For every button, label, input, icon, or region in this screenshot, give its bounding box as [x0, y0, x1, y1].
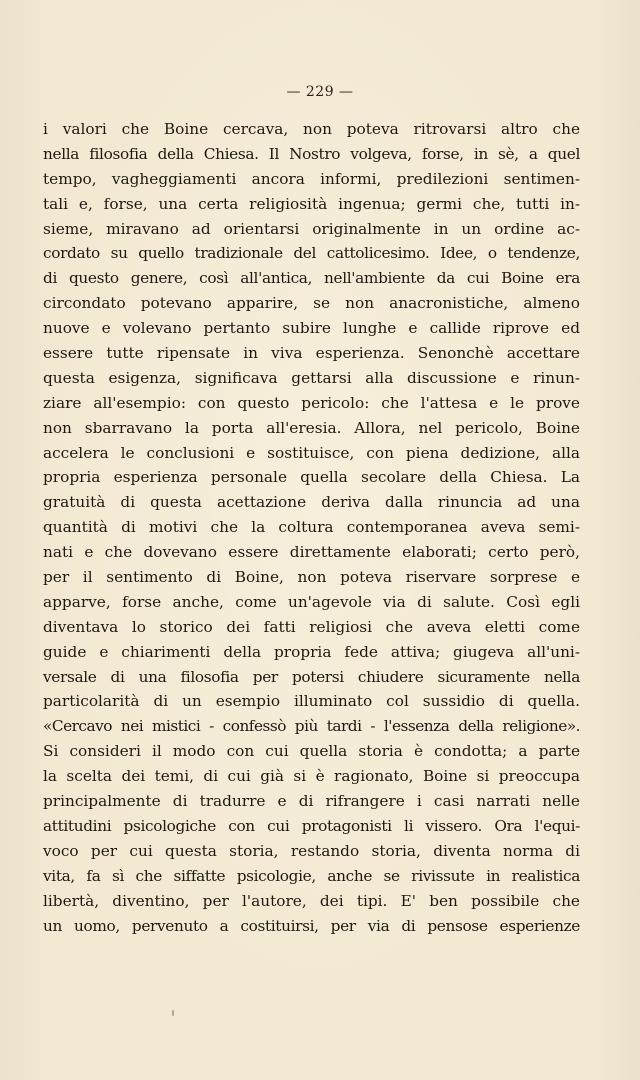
text-line: voco per cui questa storia, restando storia, diventa norma di [43, 841, 580, 860]
text-line: nuove e volevano pertanto subire lunghe e callide riprove ed [43, 319, 580, 338]
text-line: circondato potevano apparire, se non anacronistiche, almeno [43, 294, 580, 313]
text-line: quantità di motivi che la coltura contemporanea aveva semi- [43, 518, 580, 537]
text-line: propria esperienza personale quella secolare della Chiesa. La [43, 468, 580, 487]
text-line: tempo, vagheggiamenti ancora informi, predilezioni sentimen- [43, 169, 580, 188]
text-line: vita, fa sì che siffatte psicologie, anche se rivissute in realistica [43, 866, 580, 885]
text-line: sieme, miravano ad orientarsi originalmente in un ordine ac- [43, 219, 580, 238]
ink-speck [172, 1010, 174, 1016]
page-number: — 229 — [286, 84, 354, 100]
text-line: particolarità di un esempio illuminato col sussidio di quella. [43, 692, 580, 711]
text-line: non sbarravano la porta all'eresia. Allora, nel pericolo, Boine [43, 418, 580, 437]
text-line: guide e chiarimenti della propria fede attiva; giugeva all'uni- [43, 642, 580, 661]
text-line: versale di una filosofia per potersi chiudere sicuramente nella [43, 667, 580, 686]
text-line: ziare all'esempio: con questo pericolo: che l'attesa e le prove [43, 393, 580, 412]
text-line: di questo genere, così all'antica, nell'ambiente da cui Boine era [43, 269, 580, 288]
text-line: attitudini psicologiche con cui protagonisti li vissero. Ora l'equi- [43, 816, 580, 835]
text-line: tali e, forse, una certa religiosità ingenua; germi che, tutti in- [43, 194, 580, 213]
text-line: i valori che Boine cercava, non poteva ritrovarsi altro che [43, 120, 580, 138]
text-line: accelera le conclusioni e sostituisce, con piena dedizione, alla [43, 443, 580, 462]
body-text [43, 117, 580, 938]
text-line: gratuità di questa acettazione deriva dalla rinuncia ad una [43, 493, 580, 512]
text-line: essere tutte ripensate in viva esperienza. Senonchè accettare [43, 344, 580, 363]
text-line: la scelta dei temi, di cui già si è ragionato, Boine si preoccupa [43, 767, 580, 786]
text-line: cordato su quello tradizionale del cattolicesimo. Idee, o tendenze, [43, 244, 580, 263]
text-line: nella filosofia della Chiesa. Il Nostro volgeva, forse, in sè, a quel [43, 144, 580, 163]
text-line: diventava lo storico dei fatti religiosi che aveva eletti come [43, 617, 580, 636]
text-line: un uomo, pervenuto a costituirsi, per via di pensose esperienze [43, 916, 580, 935]
text-line: principalmente di tradurre e di rifrangere i casi narrati nelle [43, 792, 580, 811]
text-line: nati e che dovevano essere direttamente elaborati; certo però, [43, 543, 580, 562]
text-line: questa esigenza, significava gettarsi alla discussione e rinun- [43, 368, 580, 387]
text-line: per il sentimento di Boine, non poteva riservare sorprese e [43, 568, 580, 587]
text-line: apparve, forse anche, come un'agevole via di salute. Così egli [43, 592, 580, 611]
text-line: «Cercavo nei mistici - confessò più tardi - l'essenza della religione». [43, 717, 580, 736]
text-line: Si consideri il modo con cui quella storia è condotta; a parte [43, 742, 580, 761]
text-line: libertà, diventino, per l'autore, dei tipi. E' ben possibile che [43, 891, 580, 910]
